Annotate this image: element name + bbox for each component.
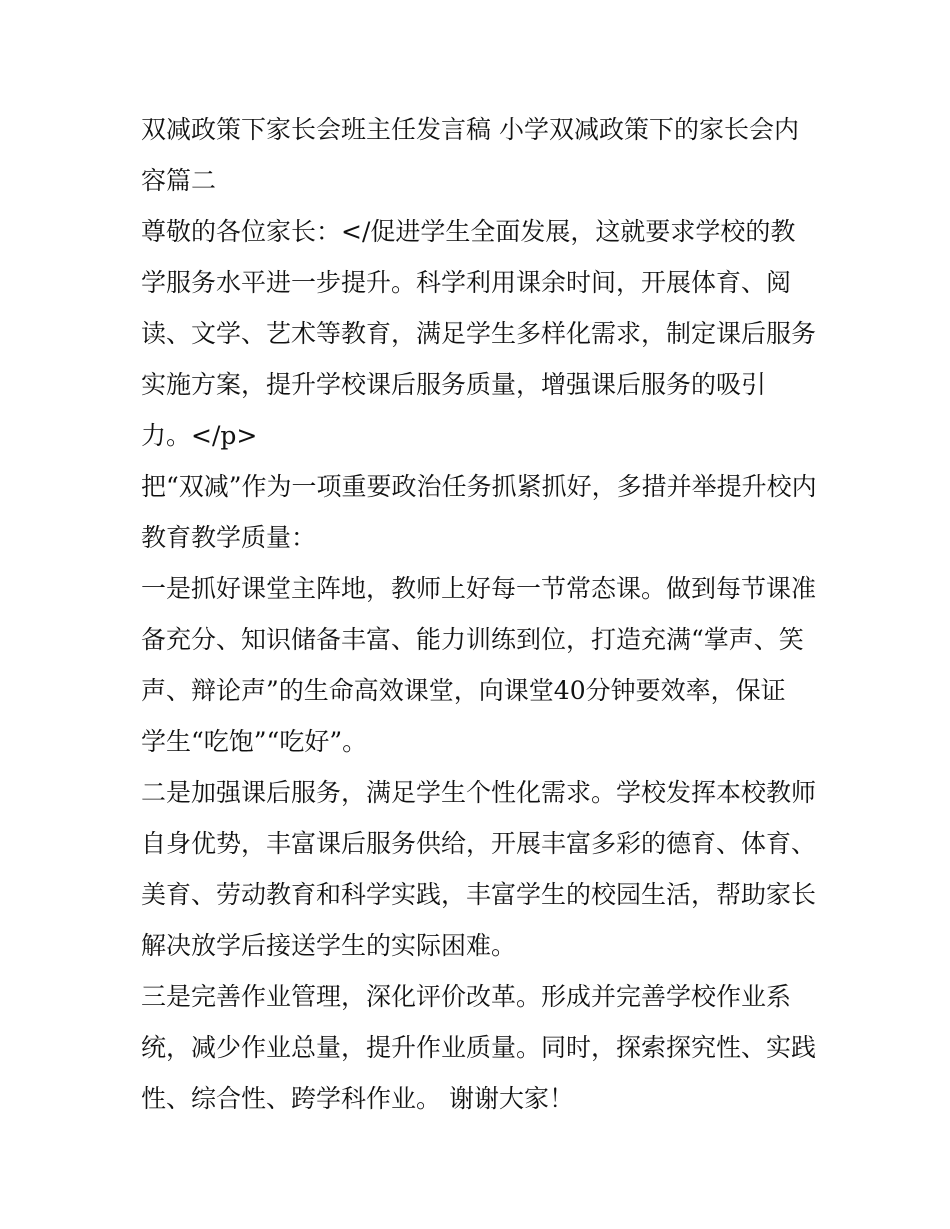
text-line: 三是完善作业管理，深化评价改革。形成并完善学校作业系: [141, 982, 792, 1011]
text-line: 力。</p>: [141, 421, 258, 450]
text-line: 学生“吃饱”“吃好”。: [141, 727, 368, 756]
title-line: 容篇二: [141, 166, 217, 195]
text-line: 教育教学质量：: [141, 523, 317, 552]
paragraph-greeting: [141, 206, 821, 461]
text-line: 实施方案，提升学校课后服务质量，增强课后服务的吸引: [141, 370, 767, 399]
text-line: 声、辩论声”的生命高效课堂，向课堂40分钟要效率，保证: [141, 676, 786, 705]
text-line: 把“双减”作为一项重要政治任务抓紧抓好，多措并举提升校内: [141, 472, 817, 501]
text-line: 美育、劳动教育和科学实践，丰富学生的校园生活，帮助家长: [141, 880, 817, 909]
text-line: 解决放学后接送学生的实际困难。: [141, 931, 517, 960]
document-title: [141, 104, 821, 206]
text-line: 一是抓好课堂主阵地，教师上好每一节常态课。做到每节课准: [141, 574, 817, 603]
text-line: 学服务水平进一步提升。科学利用课余时间，开展体育、阅: [141, 268, 792, 297]
text-line: 备充分、知识储备丰富、能力训练到位，打造充满“掌声、笑: [141, 625, 804, 654]
text-line: 自身优势，丰富课后服务供给，开展丰富多彩的德育、体育、: [141, 829, 817, 858]
text-line: 统，减少作业总量，提升作业质量。同时，探索探究性、实践: [141, 1033, 817, 1062]
text-line: 读、文学、艺术等教育，满足学生多样化需求，制定课后服务: [141, 319, 817, 348]
text-line: 尊敬的各位家长：</促进学生全面发展，这就要求学校的教: [141, 217, 796, 246]
paragraph-intro: [141, 461, 821, 563]
document-body: [141, 104, 821, 1124]
paragraph-point-one: [141, 563, 821, 767]
paragraph-point-two: [141, 767, 821, 971]
title-line: 双减政策下家长会班主任发言稿 小学双减政策下的家长会内: [141, 115, 799, 144]
text-line: 性、综合性、跨学科作业。 谢谢大家！: [141, 1084, 574, 1113]
text-line: 二是加强课后服务，满足学生个性化需求。学校发挥本校教师: [141, 778, 817, 807]
paragraph-point-three: [141, 971, 821, 1124]
